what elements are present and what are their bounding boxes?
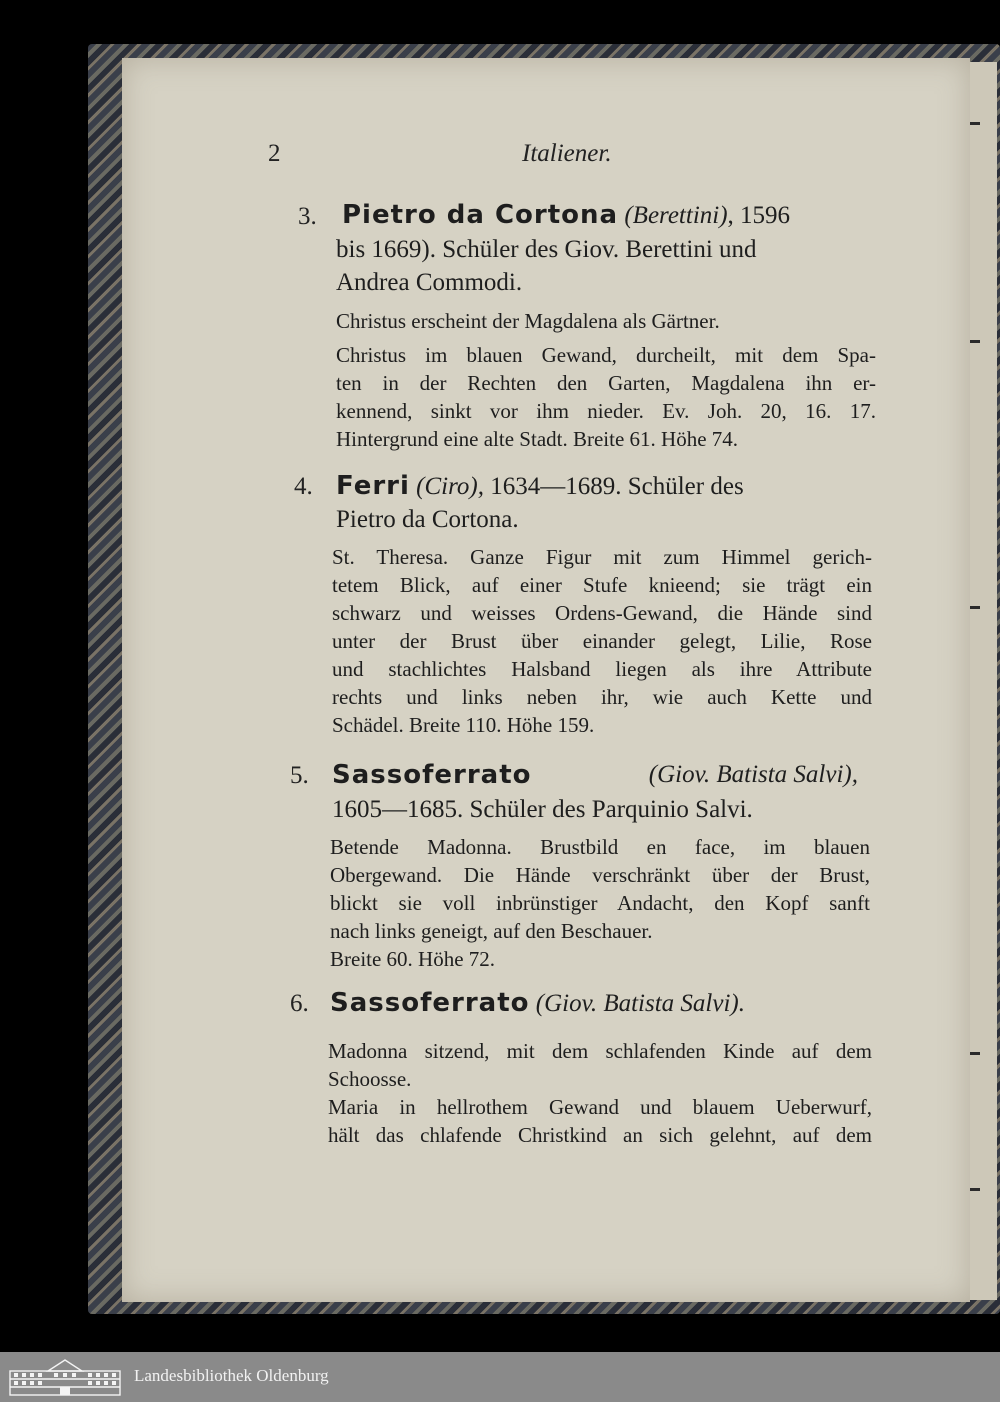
desc-line: und stachlichtes Halsband liegen als ihre Attribute <box>332 657 872 681</box>
library-footer <box>0 1352 1000 1402</box>
heading-line: bis 1669). Schüler des Giov. Berettini und <box>336 236 757 263</box>
entry-heading <box>330 986 745 1021</box>
entry-number: 4. <box>294 473 313 500</box>
entry-number: 6. <box>290 990 309 1017</box>
desc-line: Breite 60. Höhe 72. <box>330 947 496 971</box>
desc-line: schwarz und weisses Ordens-Gewand, die Hände sind <box>332 601 872 625</box>
entry-heading <box>332 758 872 793</box>
heading-line: 1605—1685. Schüler des Parquinio Salvi. <box>332 796 753 823</box>
artist-alias: (Ciro), <box>416 473 484 500</box>
artwork-title: Christus erscheint der Magdalena als Gärtner. <box>336 309 720 333</box>
desc-line: rechts und links neben ihr, wie auch Kette und <box>332 685 872 709</box>
artist-alias: (Giov. Batista Salvi), <box>648 761 858 788</box>
entry-number: 5. <box>290 762 309 789</box>
desc-line: tetem Blick, auf einer Stufe knieend; sie trägt ein <box>332 573 872 597</box>
desc-line: Christus im blauen Gewand, durcheilt, mit dem Spa- <box>336 343 876 367</box>
artist-name: Pietro da Cortona <box>342 200 619 230</box>
desc-line: Hintergrund eine alte Stadt. Breite 61. Höhe 74. <box>336 427 739 451</box>
desc-line: nach links geneigt, auf den Beschauer. <box>330 919 653 943</box>
entry-heading <box>336 469 744 504</box>
artist-name: Sassoferrato <box>332 760 532 790</box>
entry-heading <box>342 198 790 233</box>
entry-number: 3. <box>298 203 317 230</box>
artist-alias: (Berettini) <box>624 202 728 229</box>
artist-name: Sassoferrato <box>330 988 530 1018</box>
heading-line: Pietro da Cortona. <box>336 506 519 533</box>
desc-line: hält das chlafende Christkind an sich gelehnt, auf dem <box>328 1123 872 1147</box>
page-header <box>0 140 1000 174</box>
artist-alias: (Giov. Batista Salvi). <box>535 990 745 1017</box>
desc-line: ten in der Rechten den Garten, Magdalena ihn er- <box>336 371 876 395</box>
page-number: 2 <box>268 140 281 167</box>
artist-name: Ferri <box>336 471 410 501</box>
running-title: Italiener. <box>522 140 612 167</box>
desc-line: kennend, sinkt vor ihm nieder. Ev. Joh. 20, 16. 17. <box>336 399 876 423</box>
desc-line: St. Theresa. Ganze Figur mit zum Himmel gerich- <box>332 545 872 569</box>
desc-line: Obergewand. Die Hände verschränkt über der Brust, <box>330 863 870 887</box>
library-building-icon <box>8 1357 122 1397</box>
desc-line: Schoosse. <box>328 1067 412 1091</box>
desc-line: blickt sie voll inbrünstiger Andacht, den Kopf sanft <box>330 891 870 915</box>
library-name: Landesbibliothek Oldenburg <box>134 1366 329 1385</box>
desc-line: Betende Madonna. Brustbild en face, im blauen <box>330 835 870 859</box>
desc-line: Maria in hellrothem Gewand und blauem Ueberwurf, <box>328 1095 872 1119</box>
desc-line: Schädel. Breite 110. Höhe 159. <box>332 713 595 737</box>
desc-line: Madonna sitzend, mit dem schlafenden Kinde auf dem <box>328 1039 872 1063</box>
heading-line: Andrea Commodi. <box>336 269 523 296</box>
heading-text: 1634—1689. Schüler des <box>490 473 744 500</box>
desc-line: unter der Brust über einander gelegt, Lilie, Rose <box>332 629 872 653</box>
heading-text: , 1596 <box>727 202 791 229</box>
